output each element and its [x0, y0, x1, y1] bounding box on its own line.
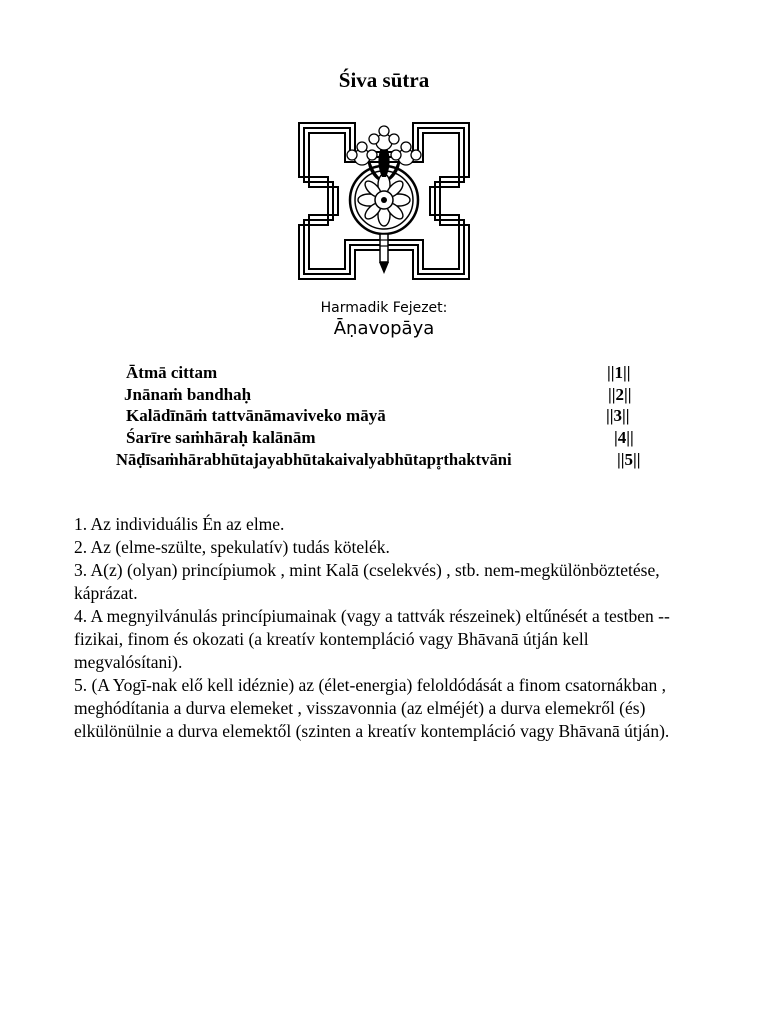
page-title: Śiva sūtra	[338, 68, 430, 92]
sutra-text: Nāḍīsaṁhārabhūtajayabhūtakaivalyabhūtapr̥thaktvāni	[116, 450, 512, 469]
translation-item: 4. A megnyilvánulás princípiumainak (vagy a tattvák részeinek) eltűnését a testben --fizikai, finom és okozati (a kreatív kontempláció vagy Bhāvanā útján kell megvalósítani).	[74, 606, 670, 672]
sutra-text: Jnānaṁ bandhaḥ	[124, 385, 252, 404]
chapter-name: Āṇavopāya	[333, 318, 435, 339]
sutra-text: Śarīre saṁhāraḥ kalānām	[126, 428, 316, 447]
sutra-number: ||3||	[606, 406, 630, 425]
translation-item: 3. A(z) (olyan) princípiumok , mint Kalā (cselekvés) , stb. nem-megkülönböztetése, káprázat.	[74, 560, 660, 603]
sutra-number: ||1||	[607, 363, 631, 382]
shiva-yantra-image	[298, 122, 470, 280]
translation-item: 5. (A Yogī-nak elő kell idéznie) az (élet-energia) feloldódását a finom csatornákban , meghódítania a durva elemeket , visszavonnia (az elméjét) a durva elemekről (és) elkülönülnie a durva elemektől (szinten a kreatív kontempláció vagy Bhāvanā útján).	[74, 675, 670, 741]
translation-item: 2. Az (elme-szülte, spekulatív) tudás kötelék.	[74, 537, 390, 557]
sutra-text: Kalādīnāṁ tattvānāmaviveko māyā	[126, 406, 386, 425]
sutra-number: |4||	[614, 428, 634, 447]
chapter-label: Harmadik Fejezet:	[320, 300, 448, 316]
sutra-number: ||2||	[608, 385, 632, 404]
translation-item: 1. Az individuális Én az elme.	[74, 514, 285, 534]
sutra-text: Ātmā cittam	[126, 363, 218, 382]
sutra-number: ||5||	[617, 450, 641, 469]
translation-list	[74, 513, 674, 743]
